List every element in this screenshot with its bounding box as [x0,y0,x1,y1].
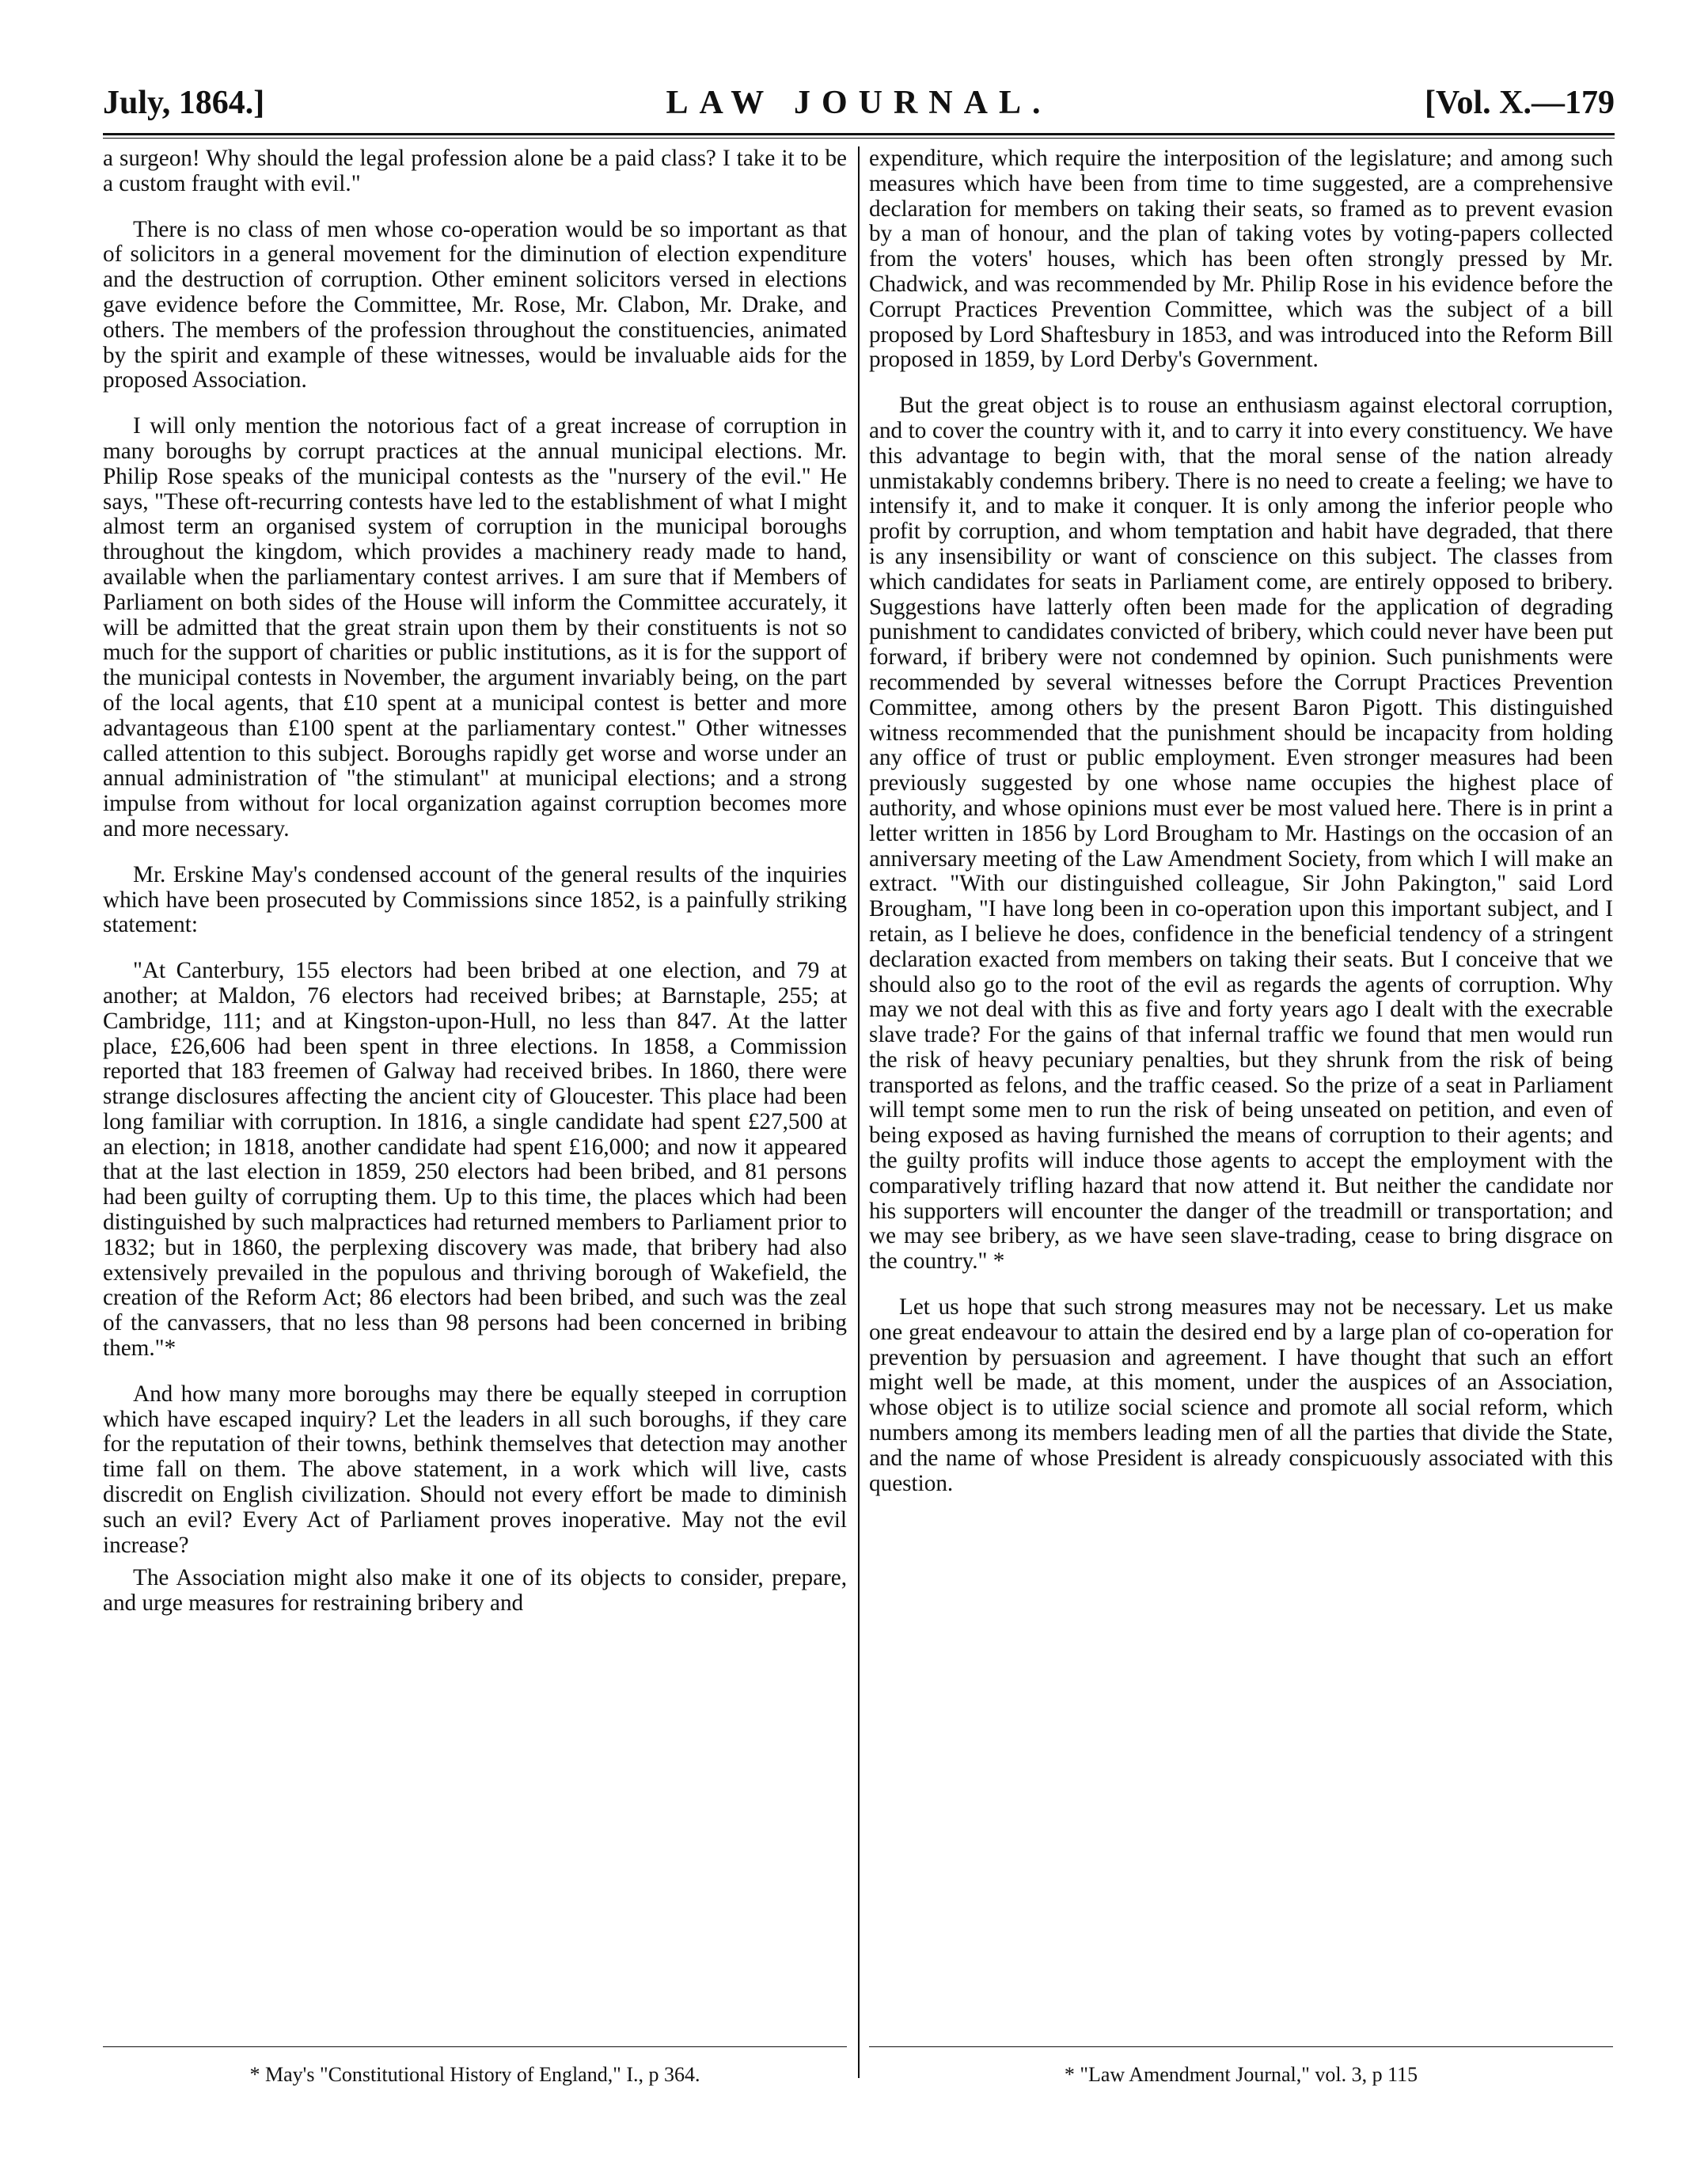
paragraph: I will only mention the notorious fact of a great increase of corruption in many boroughs by corrupt practices at the annual municipal elections. Mr. Philip Rose speaks of the municipal contests as the "nursery of the evil." He says, "These oft-recurring contests have led to the establishment of what I might almost term an organised system of corruption in the municipal boroughs throughout the kingdom, which provides a machinery ready made to hand, available when the parliamentary contest arrives. I am sure that if Members of Parliament on both sides of the House will inform the Committee accurately, it will be admitted that the great strain upon them by their constituents is not so much for the support of charities or public institutions, as it is for the support of the municipal contests in November, the argument invariably being, on the part of the local agents, that £10 spent at a municipal contest is better and more advantageous than £100 spent at the parliamentary contest." Other witnesses called attention to this subject. Boroughs rapidly get worse and worse under an annual administration of "the stimulant" at municipal elections; and a strong impulse from without for local organization against corruption becomes more and more necessary. [103,413,847,842]
paragraph: And how many more boroughs may there be equally steeped in corruption which have escaped inquiry? Let the leaders in all such boroughs, if they care for the reputation of their towns, bethink themselves that detection may another time fall on them. The above statement, in a work which will live, casts discredit on English civilization. Should not every effort be made to diminish such an evil? Every Act of Parliament proves inoperative. May not the evil increase? [103,1381,847,1558]
paragraph: There is no class of men whose co-operation would be so important as that of solicitors in a general movement for the diminution of election expenditure and the destruction of corruption. Other eminent solicitors versed in elections gave evidence before the Committee, Mr. Rose, Mr. Clabon, Mr. Drake, and others. The members of the profession throughout the constituencies, animated by the spirit and example of these witnesses, would be invaluable aids for the proposed Association. [103,216,847,393]
paragraph: expenditure, which require the interposition of the legislature; and among such measures which have been from time to time suggested, are a comprehensive declaration for members on taking their seats, so framed as to prevent evasion by a man of honour, and the plan of taking votes by voting-papers collected from the voters' houses, which has been often strongly pressed by Mr. Chadwick, and was recommended by Mr. Philip Rose in his evidence before the Corrupt Practices Prevention Committee, which was the subject of a bill proposed by Lord Shaftesbury in 1853, and was introduced into the Reform Bill proposed in 1859, by Lord Derby's Government. [869,146,1613,373]
header-rule-thin [103,138,1615,139]
column-divider [858,146,860,2078]
paragraph: Let us hope that such strong measures may not be necessary. Let us make one great endeavour to attain the desired end by a large plan of co-operation for prevention by persuasion and agreement. I have thought that such an effort might well be made, at this moment, under the auspices of an Association, whose object is to utilize social science and promote all social reform, which numbers among its members leading men of all the parties that divide the State, and the name of whose President is already conspicuously associated with this question. [869,1294,1613,1496]
page-header [103,79,1615,127]
issue-date: July, 1864.] [103,85,265,121]
paragraph: a surgeon! Why should the legal profession alone be a paid class? I take it to be a custom fraught with evil." [103,146,847,196]
left-column [103,146,847,1637]
paragraph: But the great object is to rouse an enthusiasm against electoral corruption, and to cover the country with it, and to carry it into every constituency. We have this advantage to begin with, that the moral sense of the nation already unmistakably condemns bribery. There is no need to create a feeling; we have to intensify it, and to make it conquer. It is only among the inferior people who profit by corruption, and whom temptation and habit have degraded, that there is any insensibility or want of conscience on this subject. The classes from which candidates for seats in Parliament come, are entirely opposed to bribery. Suggestions have latterly often been made for the application of degrading punishment to candidates convicted of bribery, which could never have been put forward, if bribery were not condemned by opinion. Such punishments were recommended by several witnesses before the Corrupt Practices Prevention Committee, among others by the present Baron Pigott. This distinguished witness recommended that the punishment should be incapacity from holding any office of trust or public employment. Even stronger measures had been previously suggested by one whose name occupies the highest place of authority, and whose opinions must ever be most valued here. There is in print a letter written in 1856 by Lord Brougham to Mr. Hastings on the occasion of an anniversary meeting of the Law Amendment Society, from which I will make an extract. "With our distinguished colleague, Sir John Pakington," said Lord Brougham, "I have long been in co-operation upon this important subject, and I retain, as I believe he does, confidence in the beneficial tendency of a stringent declaration exacted from members on taking their seats. But I conceive that we should also go to the root of the evil as regards the agents of corruption. Why may we not deal with this as five and forty years ago I dealt with the execrable slave trade? For the gains of that infernal traffic we found that men would run the risk of heavy pecuniary penalties, but they shrunk from the risk of being transported as felons, and the traffic ceased. So the prize of a seat in Parliament will tempt some men to run the risk of being unseated on petition, and even of being exposed as having furnished the means of corruption to their agents; and the guilty profits will induce those agents to accept the employment with the comparatively trifling hazard that now attend it. But neither the candidate nor his supporters will encounter the danger of the treadmill or transportation; and we may see bribery, as we have seen slave-trading, cease to bring disgrace on the country." * [869,393,1613,1275]
footnote-right: * "Law Amendment Journal," vol. 3, p 115 [1064,2063,1418,2086]
footnote-left: * May's "Constitutional History of England," I., p 364. [249,2063,700,2086]
header-rule [103,133,1615,135]
right-column [869,146,1613,1517]
quoted-paragraph: "At Canterbury, 155 electors had been bribed at one election, and 79 at another; at Maldon, 76 electors had received bribes; at Barnstaple, 255; at Cambridge, 111; and at Kingston-upon-Hull, no less than 847. At the latter place, £26,606 had been spent in three elections. In 1858, a Commission reported that 183 freemen of Galway had received bribes. In 1860, there were strange disclosures affecting the ancient city of Gloucester. This place had been long familiar with corruption. In 1816, a single candidate had spent £27,500 at an election; in 1818, another candidate had spent £16,000; and now it appeared that at the last election in 1859, 250 electors had been bribed, and 81 persons had been guilty of corrupting them. Up to this time, the places which had been distinguished by such malpractices had returned members to Parliament prior to 1832; but in 1860, the perplexing discovery was made, that bribery had also extensively prevailed in the populous and thriving borough of Wakefield, the creation of the Reform Act; 86 electors had been bribed, and such was the zeal of the canvassers, that no less than 98 persons had been concerned in bribing them."* [103,958,847,1362]
journal-title: LAW JOURNAL. [666,85,1052,121]
volume-page-number: [Vol. X.—179 [1425,85,1615,121]
paragraph: The Association might also make it one of its objects to consider, prepare, and urge measures for restraining bribery and [103,1565,847,1617]
paragraph: Mr. Erskine May's condensed account of the general results of the inquiries which have been prosecuted by Commissions since 1852, is a painfully striking statement: [103,861,847,938]
footnote-rule-left [103,2046,847,2047]
footnote-rule-right [869,2046,1613,2047]
